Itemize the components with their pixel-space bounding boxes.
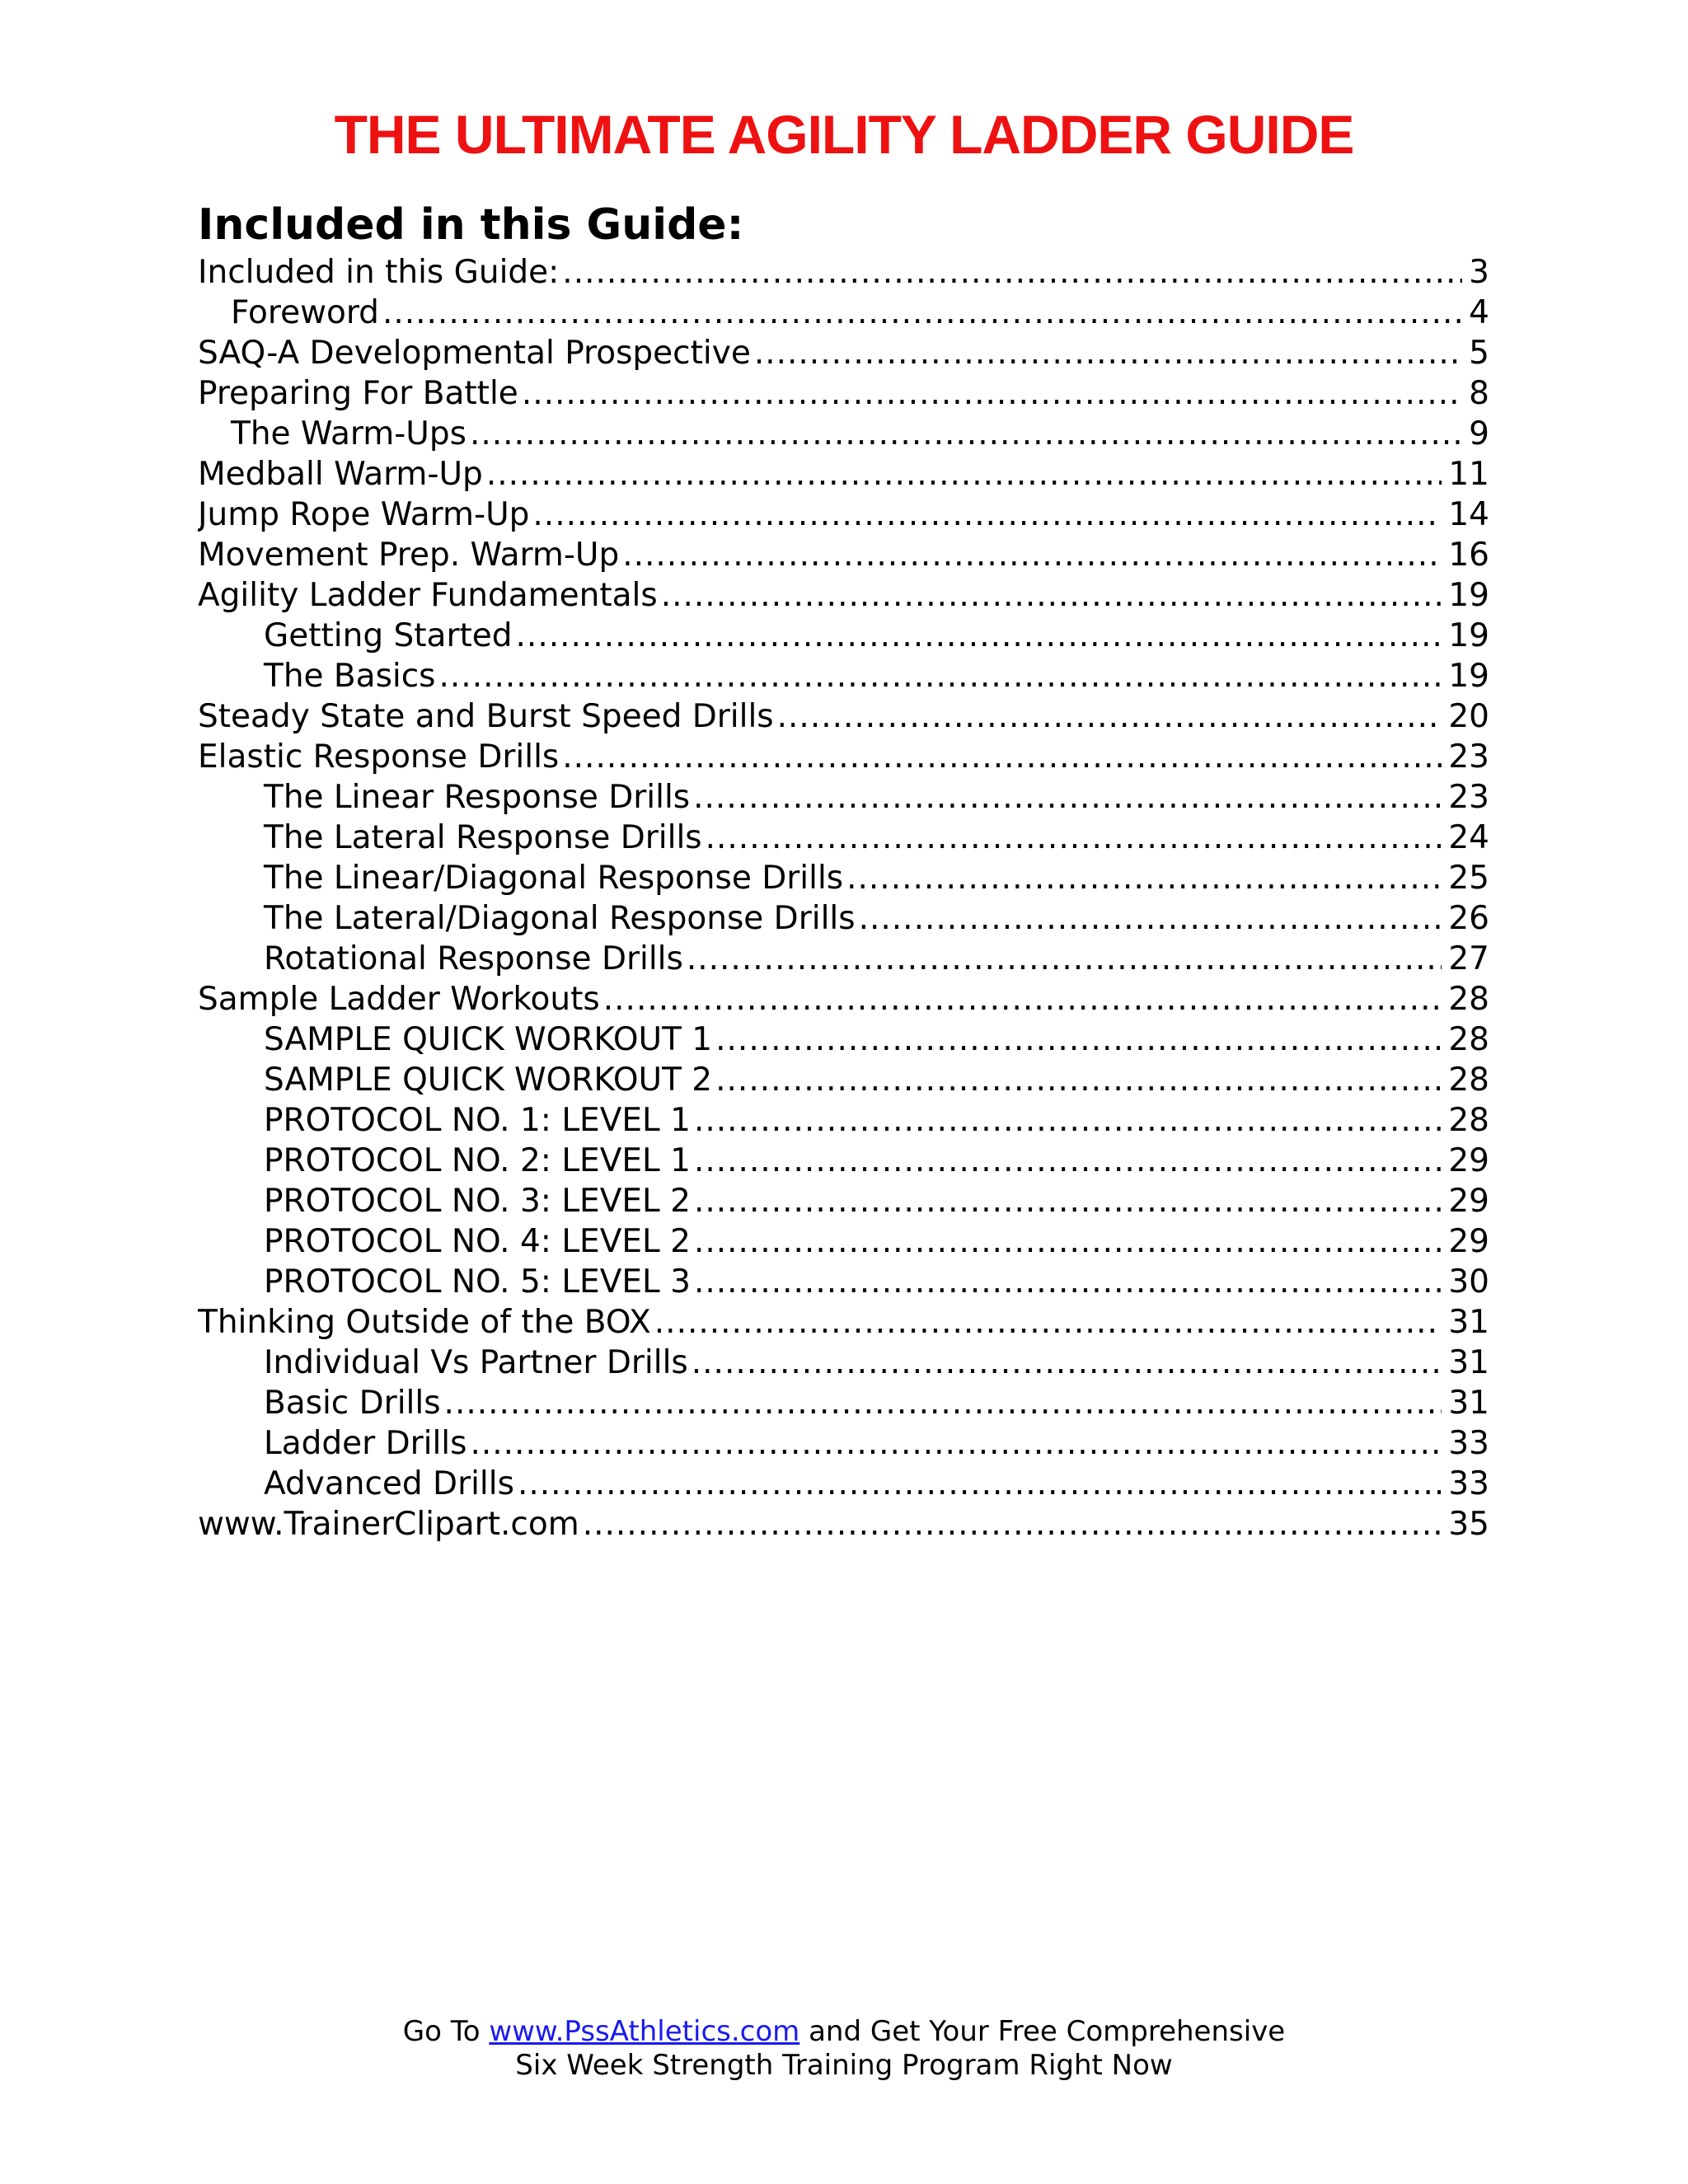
toc-entry-label: Movement Prep. Warm-Up: [198, 537, 620, 574]
toc-entry-page-number: 11: [1448, 456, 1489, 493]
toc-entry[interactable]: [198, 414, 1489, 454]
toc-entry-label: Foreword: [231, 294, 379, 331]
toc-entry-label: The Warm-Ups: [231, 415, 467, 452]
toc-entry-label: The Linear Response Drills: [264, 779, 691, 816]
toc-entry-page-number: 35: [1448, 1506, 1489, 1543]
toc-dot-leader: [470, 414, 1462, 454]
toc-entry-label: Preparing For Battle: [198, 375, 518, 412]
toc-dot-leader: [522, 373, 1462, 414]
toc-entry-page-number: 25: [1448, 860, 1489, 897]
toc-entry[interactable]: [198, 979, 1489, 1019]
toc-entry[interactable]: [198, 1181, 1489, 1221]
toc-dot-leader: [777, 696, 1442, 737]
toc-entry-page-number: 31: [1448, 1344, 1489, 1381]
toc-entry-label: PROTOCOL NO. 3: LEVEL 2: [264, 1183, 691, 1220]
toc-entry[interactable]: [198, 656, 1489, 696]
toc-dot-leader: [470, 1423, 1442, 1464]
toc-dot-leader: [692, 1343, 1442, 1383]
toc-dot-leader: [694, 1262, 1442, 1302]
toc-entry-label: Elastic Response Drills: [198, 738, 560, 776]
toc-entry[interactable]: [198, 1262, 1489, 1302]
toc-entry-label: PROTOCOL NO. 4: LEVEL 2: [264, 1223, 691, 1260]
toc-entry-page-number: 4: [1469, 294, 1489, 331]
toc-dot-leader: [486, 454, 1442, 494]
toc-entry[interactable]: [198, 1141, 1489, 1181]
toc-entry[interactable]: [198, 575, 1489, 616]
toc-entry[interactable]: [198, 1464, 1489, 1504]
footer-line-2: Six Week Strength Training Program Right Now: [515, 2049, 1173, 2082]
toc-entry[interactable]: [198, 1221, 1489, 1262]
toc-entry-label: PROTOCOL NO. 1: LEVEL 1: [264, 1102, 691, 1139]
toc-entry[interactable]: [198, 616, 1489, 656]
toc-entry-label: The Lateral/Diagonal Response Drills: [264, 900, 856, 937]
toc-dot-leader: [562, 737, 1442, 777]
toc-dot-leader: [532, 494, 1442, 535]
toc-dot-leader: [661, 575, 1442, 616]
toc-entry-page-number: 28: [1448, 1102, 1489, 1139]
toc-dot-leader: [715, 1060, 1442, 1100]
toc-dot-leader: [439, 656, 1442, 696]
toc-dot-leader: [382, 293, 1462, 333]
toc-entry[interactable]: [198, 777, 1489, 818]
toc-dot-leader: [754, 333, 1462, 373]
toc-entry[interactable]: [198, 454, 1489, 494]
toc-entry-label: The Basics: [264, 658, 436, 695]
toc-entry-page-number: 9: [1469, 415, 1489, 452]
toc-entry[interactable]: [198, 494, 1489, 535]
footer-prefix: Go To: [402, 2015, 481, 2048]
toc-entry-page-number: 28: [1448, 981, 1489, 1018]
toc-entry-page-number: 33: [1448, 1425, 1489, 1462]
toc-entry-page-number: 26: [1448, 900, 1489, 937]
table-of-contents: [198, 252, 1489, 1544]
toc-dot-leader: [694, 1221, 1442, 1262]
toc-entry[interactable]: [198, 293, 1489, 333]
toc-entry-label: Jump Rope Warm-Up: [198, 496, 530, 533]
toc-entry-page-number: 28: [1448, 1062, 1489, 1099]
page-title: THE ULTIMATE AGILITY LADDER GUIDE: [334, 104, 1354, 165]
toc-entry-page-number: 23: [1448, 738, 1489, 776]
toc-entry[interactable]: [198, 898, 1489, 939]
toc-entry-page-number: 5: [1469, 335, 1489, 372]
toc-entry[interactable]: [198, 818, 1489, 858]
toc-entry-label: Thinking Outside of the BOX: [198, 1304, 651, 1341]
toc-entry[interactable]: [198, 939, 1489, 979]
toc-entry-page-number: 28: [1448, 1021, 1489, 1058]
toc-heading: Included in this Guide:: [198, 200, 744, 250]
toc-entry-label: Steady State and Burst Speed Drills: [198, 698, 774, 735]
toc-entry[interactable]: [198, 1302, 1489, 1343]
toc-dot-leader: [518, 1464, 1442, 1504]
toc-entry-page-number: 24: [1448, 819, 1489, 856]
toc-entry-label: Rotational Response Drills: [264, 940, 683, 977]
toc-dot-leader: [715, 1019, 1442, 1060]
toc-entry-label: Getting Started: [264, 617, 513, 654]
pssathletics-link[interactable]: www.PssAthletics.com: [489, 2015, 800, 2048]
toc-entry-label: SAMPLE QUICK WORKOUT 1: [264, 1021, 713, 1058]
toc-entry[interactable]: [198, 535, 1489, 575]
toc-entry-page-number: 31: [1448, 1385, 1489, 1422]
toc-entry[interactable]: [198, 1100, 1489, 1141]
toc-entry-page-number: 23: [1448, 779, 1489, 816]
toc-dot-leader: [694, 1181, 1442, 1221]
toc-dot-leader: [694, 1141, 1442, 1181]
toc-entry-label: PROTOCOL NO. 2: LEVEL 1: [264, 1142, 691, 1179]
toc-entry[interactable]: [198, 858, 1489, 898]
toc-entry-page-number: 33: [1448, 1465, 1489, 1502]
toc-entry-label: SAQ-A Developmental Prospective: [198, 335, 751, 372]
toc-entry-page-number: 20: [1448, 698, 1489, 735]
toc-dot-leader: [622, 535, 1442, 575]
toc-entry[interactable]: [198, 1504, 1489, 1544]
toc-dot-leader: [516, 616, 1442, 656]
toc-dot-leader: [654, 1302, 1442, 1343]
toc-entry-label: SAMPLE QUICK WORKOUT 2: [264, 1062, 713, 1099]
toc-dot-leader: [687, 939, 1442, 979]
toc-entry-label: www.TrainerClipart.com: [198, 1506, 579, 1543]
toc-entry-page-number: 14: [1448, 496, 1489, 533]
toc-dot-leader: [706, 818, 1442, 858]
toc-entry-page-number: 27: [1448, 940, 1489, 977]
toc-entry[interactable]: [198, 1060, 1489, 1100]
toc-entry[interactable]: [198, 1383, 1489, 1423]
footer: [0, 2015, 1688, 2083]
toc-entry-page-number: 19: [1448, 577, 1489, 614]
toc-entry[interactable]: [198, 252, 1489, 293]
toc-dot-leader: [562, 252, 1462, 293]
toc-entry-label: Individual Vs Partner Drills: [264, 1344, 688, 1381]
toc-entry-page-number: 29: [1448, 1223, 1489, 1260]
toc-dot-leader: [603, 979, 1442, 1019]
toc-entry-label: Ladder Drills: [264, 1425, 467, 1462]
toc-dot-leader: [583, 1504, 1442, 1544]
toc-entry-page-number: 3: [1469, 254, 1489, 291]
toc-entry[interactable]: [198, 1423, 1489, 1464]
toc-entry-label: Included in this Guide:: [198, 254, 560, 291]
toc-entry-page-number: 19: [1448, 617, 1489, 654]
toc-entry-label: Agility Ladder Fundamentals: [198, 577, 658, 614]
toc-entry[interactable]: [198, 696, 1489, 737]
toc-dot-leader: [444, 1383, 1442, 1423]
toc-entry-label: Advanced Drills: [264, 1465, 514, 1502]
toc-entry[interactable]: [198, 373, 1489, 414]
toc-dot-leader: [846, 858, 1442, 898]
toc-entry-label: The Lateral Response Drills: [264, 819, 702, 856]
toc-entry-page-number: 16: [1448, 537, 1489, 574]
toc-entry-page-number: 30: [1448, 1263, 1489, 1301]
toc-entry[interactable]: [198, 1019, 1489, 1060]
toc-entry-label: Sample Ladder Workouts: [198, 981, 600, 1018]
toc-entry-page-number: 8: [1469, 375, 1489, 412]
toc-entry-label: Medball Warm-Up: [198, 456, 483, 493]
toc-dot-leader: [694, 1100, 1442, 1141]
toc-dot-leader: [859, 898, 1442, 939]
toc-entry-page-number: 31: [1448, 1304, 1489, 1341]
footer-line-1: [0, 2015, 1688, 2049]
toc-entry[interactable]: [198, 1343, 1489, 1383]
toc-entry[interactable]: [198, 737, 1489, 777]
toc-entry-label: PROTOCOL NO. 5: LEVEL 3: [264, 1263, 691, 1301]
toc-entry-page-number: 19: [1448, 658, 1489, 695]
toc-entry-label: The Linear/Diagonal Response Drills: [264, 860, 844, 897]
toc-entry-label: Basic Drills: [264, 1385, 441, 1422]
toc-entry-page-number: 29: [1448, 1142, 1489, 1179]
footer-suffix: and Get Your Free Comprehensive: [809, 2015, 1286, 2048]
toc-dot-leader: [693, 777, 1442, 818]
toc-entry[interactable]: [198, 333, 1489, 373]
toc-entry-page-number: 29: [1448, 1183, 1489, 1220]
